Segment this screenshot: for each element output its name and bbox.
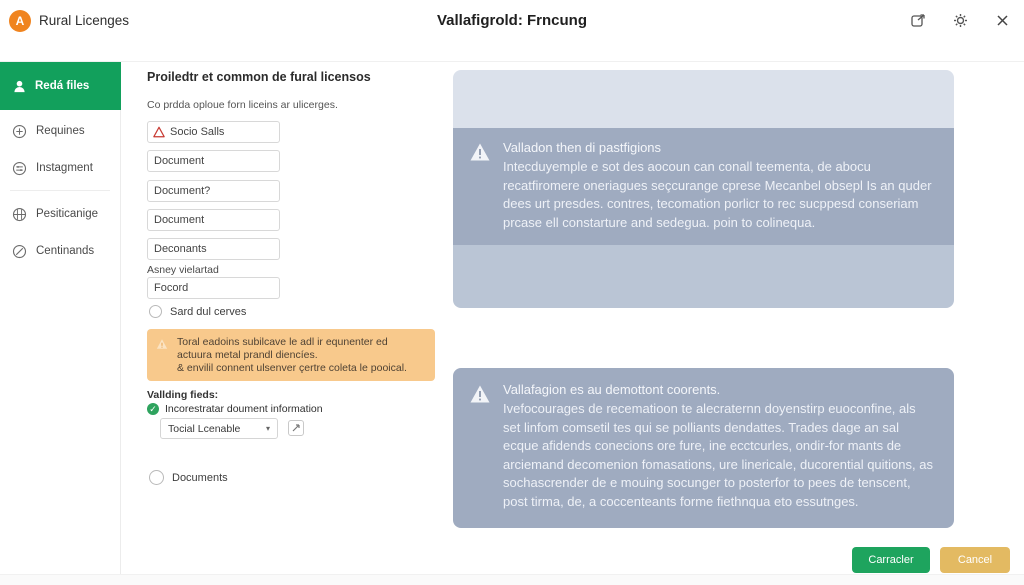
info-card-1-body: [453, 128, 954, 245]
info-card-1-header: [453, 70, 954, 128]
sidebar-item-requines[interactable]: [0, 118, 121, 144]
form-subheading: Co prdda oploue forn liceins ar ulicerges.: [147, 99, 338, 111]
sidebar-item-reda-files[interactable]: [0, 62, 121, 110]
warning-alert: [147, 329, 435, 381]
page-title: Vallafigrold: Frncung: [436, 12, 587, 29]
field-document-2[interactable]: [147, 180, 280, 202]
sidebar-item-label: Centinands: [36, 245, 95, 257]
panel-title: Vallafagion es au demottont coorents.: [503, 382, 721, 397]
app-name: Rural Licenges: [39, 13, 130, 28]
license-type-select[interactable]: [160, 418, 278, 439]
panel-warning-icon: [469, 384, 491, 404]
radio-circle-icon: [149, 470, 164, 485]
field-focord[interactable]: [147, 277, 280, 299]
field-document-1[interactable]: [147, 150, 280, 172]
carracler-button[interactable]: Carracler: [852, 547, 930, 573]
chevron-down-icon: ▾: [265, 424, 270, 433]
alert-line-2: & envilil connent ulsenver çertre coleta le pooical.: [177, 362, 407, 374]
info-card-1-footer: [453, 245, 954, 308]
radio-label: Sard dul cerves: [170, 305, 247, 318]
checked-item-row[interactable]: [147, 403, 323, 415]
header-bar: [0, 0, 1024, 62]
alert-line-1: Toral eadoins subilcave le adl ir equnenter ed actuura metal prandl diencíes.: [177, 336, 388, 361]
share-icon[interactable]: [908, 10, 928, 30]
sidebar-item-label: Requines: [36, 125, 85, 137]
close-icon[interactable]: [992, 10, 1012, 30]
circle-sliders-icon: [12, 161, 27, 176]
info-card-2: [453, 368, 954, 528]
circle-grid-icon: [12, 207, 27, 222]
radio-sard-dul-cerves[interactable]: [149, 305, 246, 318]
circle-plus-icon: [12, 124, 27, 139]
checked-item-label: Incorestratar doument information: [165, 403, 323, 415]
validating-fields-label: Vallding fieds:: [147, 389, 219, 401]
panel-body: Ivefocourages de recematioon te alecraternn doyenstirp euoconfine, als set linfom comsetil tes qui se polliants dendattes. Trades dage an sal ecque afidends conecions ore fure, ine ecctcurles, ondir-for mants de arciemand decomenion fomasations, ure linericale, ducorential quitions, as sochascrender de e mouing socunger to posterfor to pees de tenscent, post tirma, de, a coccenteants forme fiethnqua eto essutnges.: [503, 401, 933, 509]
form-heading: Proiledtr et common de fural licensos: [147, 70, 371, 84]
alert-warning-icon: [156, 338, 168, 350]
app-logo-icon: A: [9, 10, 31, 32]
circle-slash-icon: [12, 244, 27, 259]
radio-documents[interactable]: [149, 470, 228, 485]
field-warning-icon: [153, 126, 165, 138]
sidebar-item-instagment[interactable]: [0, 155, 121, 181]
panel-title: Valladon then di pastfigions: [503, 140, 662, 155]
settings-icon[interactable]: [950, 10, 970, 30]
sidebar-item-label: Redá files: [35, 80, 90, 92]
field-label-asney: Asney vielartad: [147, 264, 219, 276]
radio-circle-icon: [149, 305, 162, 318]
open-external-icon[interactable]: [288, 420, 304, 436]
user-icon: [12, 79, 27, 94]
radio-label: Documents: [172, 471, 228, 484]
info-card-1: [453, 70, 954, 308]
sidebar-item-centinands[interactable]: [0, 238, 121, 264]
cancel-button[interactable]: Cancel: [940, 547, 1010, 573]
field-deconants[interactable]: [147, 238, 280, 260]
check-icon: ✓: [147, 403, 159, 415]
field-document-3[interactable]: [147, 209, 280, 231]
sidebar-divider: [10, 190, 110, 191]
panel-body: Intecduyemple e sot des aocoun can conall teementa, de abocu recatfiromere oneriagues seçcurange cprese Mecanbel obsepl Is an quder dees urt presdes. contres, tecomation porlicr to rec sucppesd conseriam prcase ell constarture and sedegua. poin to colinequa.: [503, 159, 932, 230]
sidebar-item-label: Instagment: [36, 162, 93, 174]
panel-warning-icon: [469, 142, 491, 162]
footer-strip: [0, 574, 1024, 585]
sidebar-item-label: Pesiticanige: [36, 208, 99, 220]
select-value: Tocial Lcenable: [168, 422, 241, 435]
field-socio-salls[interactable]: [147, 121, 280, 143]
sidebar: [0, 62, 121, 585]
sidebar-item-pesiticanige[interactable]: [0, 201, 121, 227]
